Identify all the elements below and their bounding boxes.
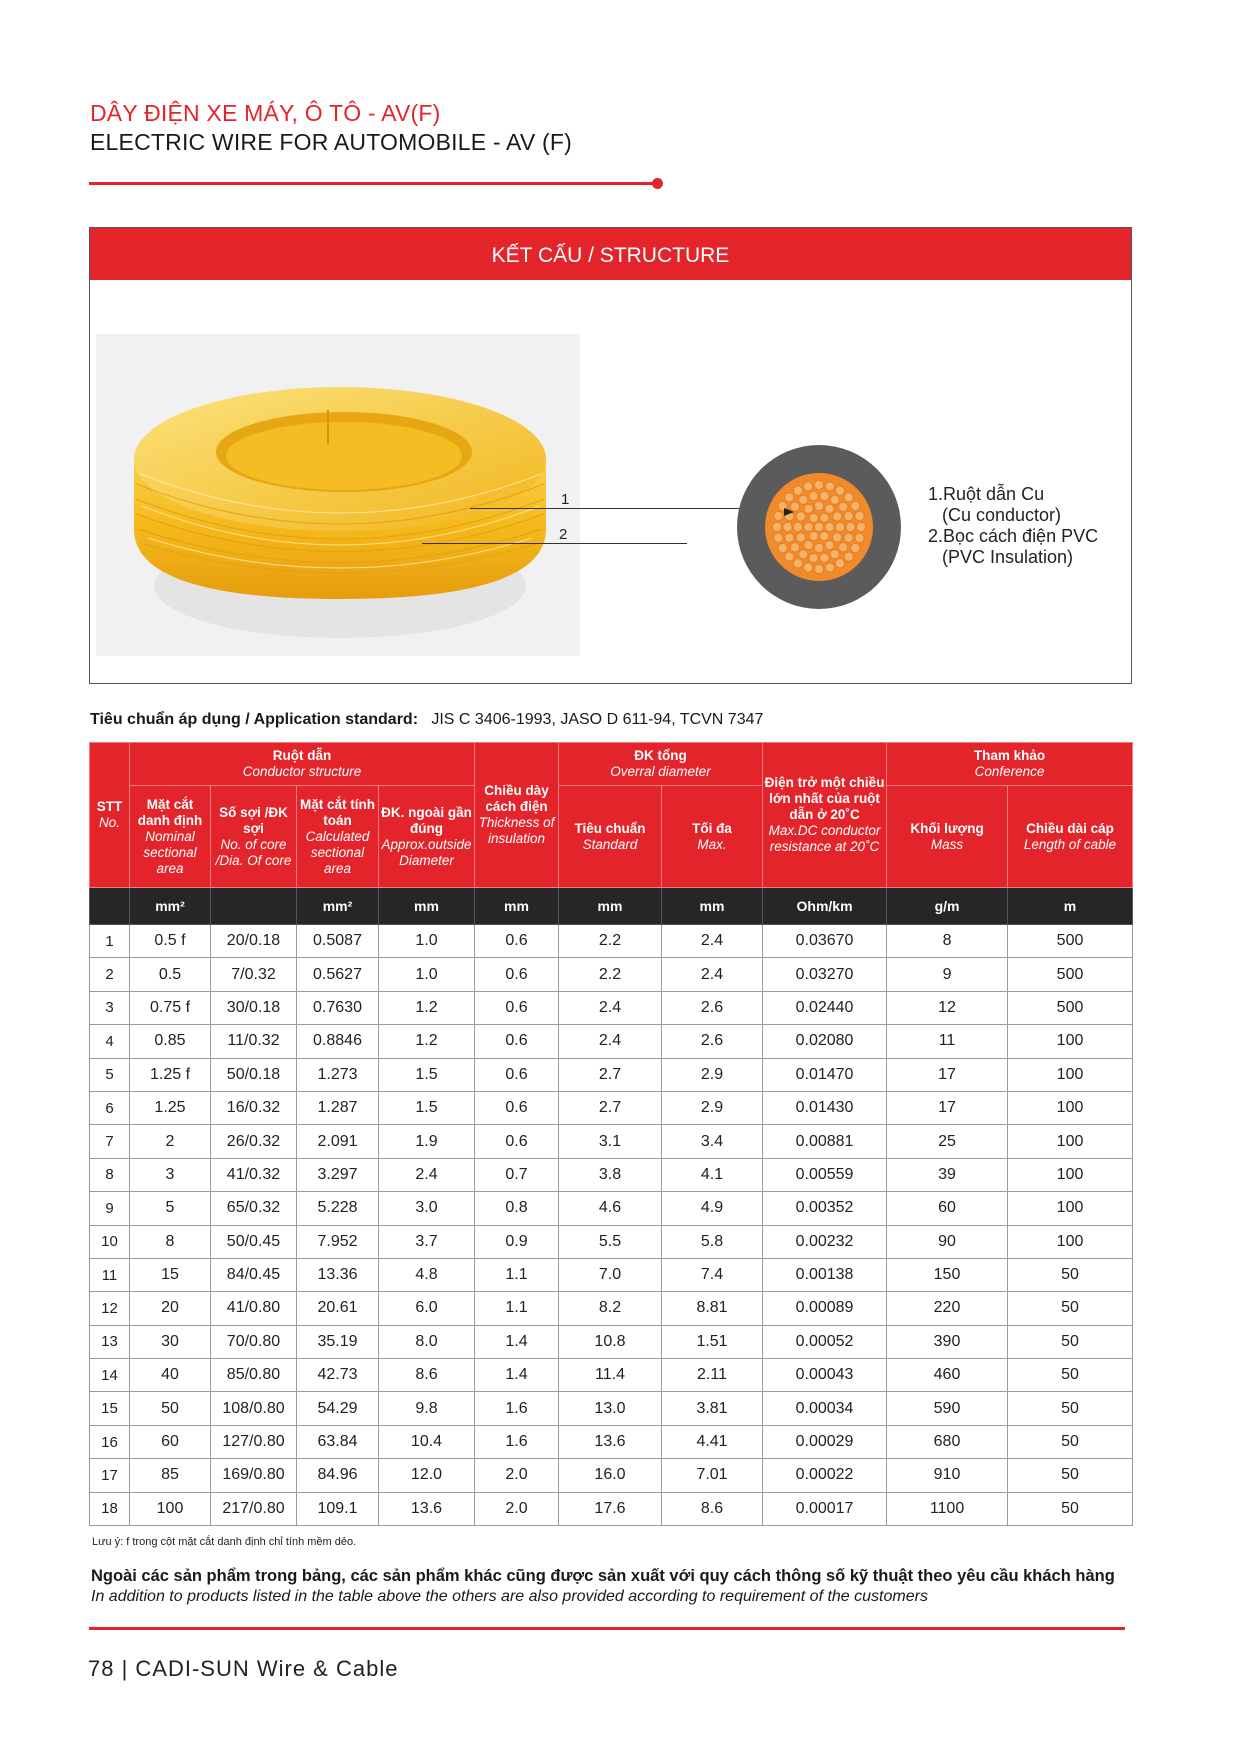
table-row [90,1192,1133,1225]
legend-item-1-en: (Cu conductor) [942,505,1062,525]
table-cell: 15 [90,1392,130,1425]
table-cell: 0.6 [475,1025,559,1058]
col-mass: Khối lượng Mass [887,786,1008,888]
table-cell: 460 [887,1359,1008,1392]
table-cell: 8 [130,1225,211,1258]
table-cell: 8.81 [662,1292,763,1325]
table-cell: 1.6 [475,1425,559,1458]
title-divider-dot [652,178,663,189]
table-cell: 42.73 [297,1359,379,1392]
table-cell: 0.7630 [297,991,379,1024]
table-cell: 2.7 [559,1058,662,1091]
table-cell: 1.25 [130,1091,211,1124]
table-cell: 0.02080 [763,1025,887,1058]
table-cell: 3.4 [662,1125,763,1158]
table-cell: 0.00881 [763,1125,887,1158]
unit-cell: Ohm/km [763,888,887,925]
table-cell: 100 [1008,1225,1133,1258]
bottom-divider [89,1627,1125,1630]
table-cell: 500 [1008,925,1133,958]
table-cell: 26/0.32 [211,1125,297,1158]
table-cell: 2.4 [662,925,763,958]
table-cell: 0.00089 [763,1292,887,1325]
table-cell: 0.5087 [297,925,379,958]
table-cell: 0.8 [475,1192,559,1225]
table-row [90,1459,1133,1492]
table-row [90,1125,1133,1158]
col-group-reference: Tham khảo Conference [887,743,1133,786]
table-cell: 5.8 [662,1225,763,1258]
unit-cell: mm [475,888,559,925]
table-cell: 2.11 [662,1359,763,1392]
table-cell: 4.1 [662,1158,763,1191]
table-cell: 70/0.80 [211,1325,297,1358]
col-calculated: Mặt cắt tính toán Calculated sectional area [297,786,379,888]
structure-heading: KẾT CẤU / STRUCTURE [90,228,1131,280]
table-cell: 1.51 [662,1325,763,1358]
col-standard: Tiêu chuẩn Standard [559,786,662,888]
table-row [90,1492,1133,1525]
table-cell: 8 [90,1158,130,1191]
table-cell: 10.4 [379,1425,475,1458]
table-cell: 50 [1008,1325,1133,1358]
table-row [90,1025,1133,1058]
table-cell: 50/0.45 [211,1225,297,1258]
unit-cell [90,888,130,925]
table-cell: 100 [1008,1025,1133,1058]
table-cell: 41/0.80 [211,1292,297,1325]
table-cell: 5 [90,1058,130,1091]
table-cell: 1.5 [379,1091,475,1124]
table-cell: 1.5 [379,1058,475,1091]
table-cell: 30/0.18 [211,991,297,1024]
table-cell: 16 [90,1425,130,1458]
table-cell: 0.00352 [763,1192,887,1225]
table-cell: 2 [130,1125,211,1158]
callout-line-2 [422,543,687,544]
table-cell: 85/0.80 [211,1359,297,1392]
unit-cell: mm [379,888,475,925]
table-row [90,1158,1133,1191]
table-cell: 4.8 [379,1258,475,1291]
table-row [90,1325,1133,1358]
application-standard [90,711,763,729]
standard-value: JIS C 3406-1993, JASO D 611-94, TCVN 7347 [431,711,764,728]
table-cell: 2.4 [379,1158,475,1191]
col-group-overall: ĐK tổng Overral diameter [559,743,763,786]
table-cell: 2.091 [297,1125,379,1158]
table-cell: 1.2 [379,1025,475,1058]
table-cell: 5.5 [559,1225,662,1258]
table-cell: 2.0 [475,1492,559,1525]
table-cell: 20 [130,1292,211,1325]
table-cell: 8 [887,925,1008,958]
table-cell: 11.4 [559,1359,662,1392]
table-cell: 0.01470 [763,1058,887,1091]
table-cell: 40 [130,1359,211,1392]
table-cell: 39 [887,1158,1008,1191]
table-cell: 1.0 [379,925,475,958]
page-title-vn: DÂY ĐIỆN XE MÁY, Ô TÔ - AV(F) [90,100,441,126]
table-cell: 1.0 [379,958,475,991]
table-cell: 3 [90,991,130,1024]
callout-label-1: 1 [561,491,570,508]
table-cell: 500 [1008,991,1133,1024]
table-cell: 500 [1008,958,1133,991]
table-cell: 220 [887,1292,1008,1325]
table-cell: 50 [130,1392,211,1425]
table-row [90,1091,1133,1124]
table-cell: 3.8 [559,1158,662,1191]
unit-cell: g/m [887,888,1008,925]
units-row [90,888,1133,925]
page-footer: 78 | CADI-SUN Wire & Cable [88,1656,399,1681]
table-cell: 5.228 [297,1192,379,1225]
table-cell: 8.0 [379,1325,475,1358]
table-cell: 2.9 [662,1091,763,1124]
table-row [90,1292,1133,1325]
table-cell: 127/0.80 [211,1425,297,1458]
table-cell: 0.6 [475,991,559,1024]
table-cell: 13.36 [297,1258,379,1291]
table-cell: 17 [887,1058,1008,1091]
table-cell: 18 [90,1492,130,1525]
table-cell: 0.00029 [763,1425,887,1458]
table-cell: 100 [1008,1125,1133,1158]
table-cell: 84.96 [297,1459,379,1492]
spec-table [89,742,1133,1526]
table-cell: 13.0 [559,1392,662,1425]
table-cell: 5 [130,1192,211,1225]
table-cell: 12.0 [379,1459,475,1492]
table-cell: 35.19 [297,1325,379,1358]
table-cell: 150 [887,1258,1008,1291]
table-cell: 109.1 [297,1492,379,1525]
table-cell: 0.6 [475,1091,559,1124]
col-resistance: Điện trở một chiều lớn nhất của ruột dẫn ở 20˚C Max.DC conductor resistance at 20˚C [763,743,887,888]
table-cell: 8.6 [662,1492,763,1525]
table-cell: 1.287 [297,1091,379,1124]
table-row [90,1359,1133,1392]
table-cell: 3.0 [379,1192,475,1225]
page-title-en: ELECTRIC WIRE FOR AUTOMOBILE - AV (F) [90,129,572,155]
table-cell: 0.00043 [763,1359,887,1392]
table-cell: 100 [130,1492,211,1525]
col-length: Chiều dài cáp Length of cable [1008,786,1133,888]
table-cell: 0.6 [475,1058,559,1091]
table-cell: 1.6 [475,1392,559,1425]
legend-item-2-en: (PVC Insulation) [942,547,1074,567]
table-cell: 0.9 [475,1225,559,1258]
table-cell: 12 [90,1292,130,1325]
table-cell: 85 [130,1459,211,1492]
table-cell: 0.03270 [763,958,887,991]
unit-cell: mm² [130,888,211,925]
cable-cross-section-drawing [734,442,904,612]
table-cell: 2.9 [662,1058,763,1091]
table-cell: 1100 [887,1492,1008,1525]
table-cell: 7.4 [662,1258,763,1291]
table-cell: 4 [90,1025,130,1058]
table-cell: 0.01430 [763,1091,887,1124]
table-cell: 15 [130,1258,211,1291]
col-max: Tối đa Max. [662,786,763,888]
table-cell: 8.6 [379,1359,475,1392]
table-cell: 217/0.80 [211,1492,297,1525]
table-cell: 50 [1008,1425,1133,1458]
table-cell: 2.6 [662,991,763,1024]
table-cell: 0.75 f [130,991,211,1024]
title-divider [89,182,658,185]
table-cell: 680 [887,1425,1008,1458]
col-group-conductor: Ruột dẫn Conductor structure [130,743,475,786]
table-cell: 17 [90,1459,130,1492]
table-cell: 390 [887,1325,1008,1358]
table-cell: 0.00559 [763,1158,887,1191]
col-nominal: Mặt cắt danh định Nominal sectional area [130,786,211,888]
table-cell: 60 [130,1425,211,1458]
table-cell: 50 [1008,1492,1133,1525]
table-cell: 16.0 [559,1459,662,1492]
closing-note-vn: Ngoài các sản phẩm trong bảng, các sản phẩm khác cũng được sản xuất với quy cách thông số kỹ thuật theo yêu cầu khách hàng [91,1567,1115,1585]
table-cell: 4.9 [662,1192,763,1225]
cable-cross-section [726,494,727,495]
table-cell: 2.7 [559,1091,662,1124]
table-cell: 25 [887,1125,1008,1158]
table-cell: 50 [1008,1258,1133,1291]
table-cell: 1.1 [475,1258,559,1291]
col-stt: STT No. [90,743,130,888]
table-cell: 11/0.32 [211,1025,297,1058]
table-cell: 100 [1008,1058,1133,1091]
table-cell: 0.85 [130,1025,211,1058]
unit-cell: m [1008,888,1133,925]
table-cell: 2.2 [559,925,662,958]
table-cell: 0.00232 [763,1225,887,1258]
table-cell: 2.4 [559,991,662,1024]
table-row [90,1225,1133,1258]
table-cell: 1.1 [475,1292,559,1325]
table-cell: 50/0.18 [211,1058,297,1091]
table-cell: 0.00022 [763,1459,887,1492]
table-cell: 7.0 [559,1258,662,1291]
table-cell: 4.41 [662,1425,763,1458]
table-cell: 0.5627 [297,958,379,991]
table-cell: 13.6 [379,1492,475,1525]
table-cell: 1.9 [379,1125,475,1158]
table-cell: 0.03670 [763,925,887,958]
standard-label: Tiêu chuẩn áp dụng / Application standard: [90,711,419,728]
wire-coil-image [96,334,580,656]
table-row [90,1258,1133,1291]
table-cell: 1.4 [475,1359,559,1392]
table-cell: 0.6 [475,1125,559,1158]
table-cell: 0.00052 [763,1325,887,1358]
table-cell: 50 [1008,1392,1133,1425]
table-cell: 4.6 [559,1192,662,1225]
table-cell: 7.01 [662,1459,763,1492]
table-cell: 17.6 [559,1492,662,1525]
table-cell: 0.5 [130,958,211,991]
unit-cell: mm [559,888,662,925]
table-cell: 1.25 f [130,1058,211,1091]
table-cell: 590 [887,1392,1008,1425]
legend-item-2: 2.Bọc cách điện PVC [928,526,1099,546]
closing-note-en: In addition to products listed in the table above the others are also provided according to requirement of the customers [91,1588,928,1605]
table-cell: 13 [90,1325,130,1358]
table-cell: 100 [1008,1158,1133,1191]
table-cell: 11 [90,1258,130,1291]
table-cell: 3.7 [379,1225,475,1258]
table-cell: 0.8846 [297,1025,379,1058]
table-cell: 0.00017 [763,1492,887,1525]
table-cell: 1 [90,925,130,958]
table-cell: 169/0.80 [211,1459,297,1492]
unit-cell: mm [662,888,763,925]
table-cell: 108/0.80 [211,1392,297,1425]
table-cell: 1.4 [475,1325,559,1358]
table-cell: 2.6 [662,1025,763,1058]
table-cell: 1.273 [297,1058,379,1091]
table-cell: 3.81 [662,1392,763,1425]
table-cell: 0.6 [475,925,559,958]
table-cell: 50 [1008,1359,1133,1392]
table-cell: 910 [887,1459,1008,1492]
table-cell: 0.00034 [763,1392,887,1425]
table-cell: 2 [90,958,130,991]
table-cell: 50 [1008,1459,1133,1492]
col-outside-diameter: ĐK. ngoài gần đúng Approx.outside Diameter [379,786,475,888]
table-cell: 11 [887,1025,1008,1058]
table-cell: 6.0 [379,1292,475,1325]
table-cell: 7/0.32 [211,958,297,991]
table-cell: 20/0.18 [211,925,297,958]
table-row [90,925,1133,958]
table-cell: 10 [90,1225,130,1258]
table-cell: 0.5 f [130,925,211,958]
table-cell: 0.6 [475,958,559,991]
table-cell: 30 [130,1325,211,1358]
table-cell: 9.8 [379,1392,475,1425]
table-cell: 9 [90,1192,130,1225]
table-cell: 7 [90,1125,130,1158]
table-cell: 3.297 [297,1158,379,1191]
table-cell: 100 [1008,1091,1133,1124]
col-cores: Số sợi /ĐK sợi No. of core /Dia. Of core [211,786,297,888]
table-cell: 90 [887,1225,1008,1258]
table-cell: 16/0.32 [211,1091,297,1124]
table-cell: 20.61 [297,1292,379,1325]
table-row [90,1392,1133,1425]
table-cell: 0.00138 [763,1258,887,1291]
table-cell: 60 [887,1192,1008,1225]
structure-panel [89,227,1132,684]
table-cell: 84/0.45 [211,1258,297,1291]
table-cell: 6 [90,1091,130,1124]
unit-cell [211,888,297,925]
table-cell: 65/0.32 [211,1192,297,1225]
table-cell: 41/0.32 [211,1158,297,1191]
table-cell: 2.2 [559,958,662,991]
table-cell: 10.8 [559,1325,662,1358]
table-row [90,991,1133,1024]
col-thickness: Chiều dày cách điện Thickness of insulation [475,743,559,888]
table-row [90,1058,1133,1091]
footnote: Lưu ý: f trong cột mặt cắt danh định chỉ tính mềm dẻo. [92,1536,357,1548]
table-cell: 3.1 [559,1125,662,1158]
callout-label-2: 2 [559,526,568,543]
table-cell: 2.4 [559,1025,662,1058]
legend-item-1: 1.Ruột dẫn Cu [928,484,1045,504]
table-cell: 0.02440 [763,991,887,1024]
table-cell: 13.6 [559,1425,662,1458]
table-cell: 3 [130,1158,211,1191]
table-cell: 63.84 [297,1425,379,1458]
table-cell: 50 [1008,1292,1133,1325]
table-cell: 2.0 [475,1459,559,1492]
table-cell: 12 [887,991,1008,1024]
unit-cell: mm² [297,888,379,925]
table-cell: 54.29 [297,1392,379,1425]
table-row [90,958,1133,991]
table-cell: 14 [90,1359,130,1392]
table-cell: 1.2 [379,991,475,1024]
table-cell: 100 [1008,1192,1133,1225]
table-cell: 9 [887,958,1008,991]
table-cell: 7.952 [297,1225,379,1258]
table-cell: 0.7 [475,1158,559,1191]
table-row [90,1425,1133,1458]
table-cell: 2.4 [662,958,763,991]
table-cell: 8.2 [559,1292,662,1325]
table-cell: 17 [887,1091,1008,1124]
